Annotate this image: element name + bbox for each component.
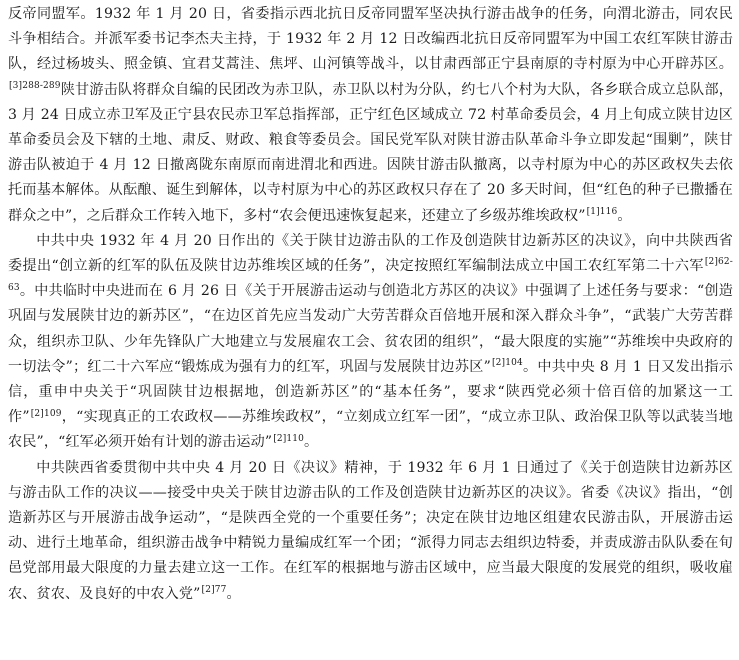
text-segment: 中共中央 1932 年 4 月 20 日作出的《关于陕甘边游击队的工作及创造陕甘边新苏区的决议》，向中共陕西省委提出“创立新的红军的队伍及陕甘边苏维埃区域的任务”，决定按照红军编制法成立中国工农红军第二十六军	[8, 232, 733, 275]
paragraph-3	[8, 456, 733, 607]
text-segment: 反帝同盟军。1932 年 1 月 20 日，省委指示西北抗日反帝同盟军坚决执行游击战争的任务，向渭北游击，同农民斗争相结合。并派军委书记李杰夫主持，于 1932 年 2 月 12 日改编西北抗日反帝同盟军为中国工农红军陕甘游击队，经过杨坡头、照金镇、宜君艾蒿洼、焦坪、山河镇等战斗，以甘肃西部正宁县南原的寺村原为中心开辟苏区。	[8, 6, 733, 73]
paragraph-2	[8, 229, 733, 456]
citation-ref: [2]77	[201, 584, 227, 595]
paragraph-1	[8, 2, 733, 229]
citation-ref: [2]104	[492, 358, 523, 369]
text-segment: 陕甘游击队将群众自编的民团改为赤卫队，赤卫队以村为分队，约七八个村为大队，各乡联合成立总队部，3 月 24 日成立赤卫军及正宁县农民赤卫军总指挥部，正宁红色区域成立 72 村革命委员会，4 月上旬成立陕甘边区革命委员会及下辖的土地、肃反、财政、粮食等委员会。国民党军队对陕甘游击队革命斗争立即发起“围剿”，陕甘游击队被迫于 4 月 12 日撤离陇东南原而南进渭北和西进。因陕甘游击队撤离，以寺村原为中心的苏区政权失去依托而基本解体。从酝酿、诞生到解体，以寺村原为中心的苏区政权只存在了 20 多天时间，但“红色的种子已撒播在群众之中”，之后群众工作转入地下，多村“农会便迅速恢复起来，还建立了乡级苏维埃政权”	[8, 81, 733, 224]
text-segment: 。	[226, 585, 241, 602]
citation-ref: [3]288-289	[9, 80, 61, 91]
text-segment: 。	[617, 207, 632, 224]
citation-ref: [2]62-63	[8, 257, 733, 293]
citation-ref: [2]109	[30, 408, 62, 419]
text-segment: 。中共临时中央进而在 6 月 26 日《关于开展游击运动与创造北方苏区的决议》中强调了上述任务与要求：“创造巩固与发展陕甘边的新苏区”，“在边区首先应当发动广大劳苦群众百倍地开展和深入群众斗争”，“武装广大劳苦群众，组织赤卫队、少年先锋队广大地建立与发展雇农工会、贫农团的组织”，“最大限度的实施”“苏维埃中央政府的一切法令”；红二十六军应“锻炼成为强有力的红军，巩固与发展陕甘边苏区”	[8, 283, 733, 375]
citation-ref: [2]110	[273, 433, 305, 444]
text-segment: 中共陕西省委贯彻中共中央 4 月 20 日《决议》精神，于 1932 年 6 月 1 日通过了《关于创造陕甘边新苏区与游击队工作的决议——接受中央关于陕甘边游击队的工作及创造陕甘边新苏区的决议》。省委《决议》指出，“创造新苏区与开展游击战争运动”，“是陕西全党的一个重要任务”；决定在陕甘边地区组建农民游击队，开展游击运动、进行土地革命，组织游击战争中精锐力量编成红军一个团；“派得力同志去组织边特委，并责成游击队队委在旬邑党部用最大限度的力量去建立这一工作。在红军的根据地与游击区域中，应当最大限度的发展党的组织，吸收雇农、贫农、及良好的中农入党”	[8, 459, 733, 602]
citation-ref: [1]116	[586, 206, 618, 217]
text-segment: ，“实现真正的工农政权——苏维埃政权”，“立刻成立红军一团”，“成立赤卫队、政治保卫队等以武装当地农民”，“红军必须开始有计划的游击运动”	[8, 409, 733, 451]
text-segment: 。中共中央 8 月 1 日又发出指示信，重申中央关于“巩固陕甘边根据地，创造新苏区”的“基本任务”，要求“陕西党必须十倍百倍的加紧这一工作”	[8, 358, 733, 426]
text-segment: 。	[304, 434, 319, 451]
